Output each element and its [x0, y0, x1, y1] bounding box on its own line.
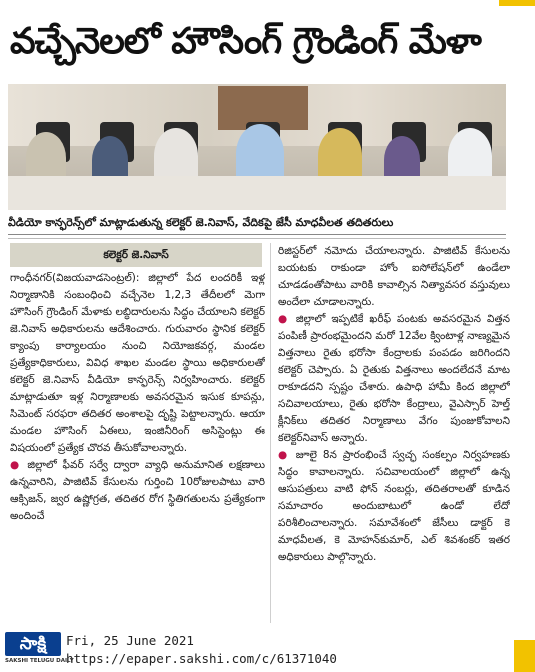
photo-caption: వీడియో కాన్ఫరెన్స్‌లో మాట్లాడుతున్న కలెక్టర్ జె.నివాస్, వేదికపై జేసీ మాధవీలత తదితరులు: [8, 216, 394, 229]
byline-box: కలెక్టర్ జె.నివాస్: [10, 243, 262, 267]
logo-wordmark: సాక్షి: [5, 632, 61, 656]
logo-subtitle: SAKSHI TELUGU DAILY: [5, 658, 74, 664]
paragraph: [278, 311, 510, 447]
epaper-link[interactable]: https://epaper.sakshi.com/c/61371040: [66, 651, 337, 666]
photo-person: [236, 124, 284, 184]
paragraph: [278, 447, 510, 566]
bullet-icon: ●: [10, 459, 22, 471]
paragraph-text: జిల్లాలో ఫీవర్ సర్వే ద్వారా వ్యాధి అనుమానిత లక్షణాలు ఉన్నవారిని, పాజిటివ్ కేసులను గుర్తించి 10రోజులపాటు వారి ఆక్సిజన్, జ్వర ఉష్ణోగ్రత, తదితర రోగ స్థితిగతులను ప్రత్యేకంగా అందించే: [10, 459, 265, 522]
photo-table: [8, 176, 506, 210]
divider: [8, 234, 506, 235]
article-column-left: [10, 270, 265, 620]
news-photo: [8, 84, 506, 210]
paragraph-text: జిల్లాలో ఇప్పటికే ఖరీఫ్ పంటకు అవసరమైన విత్తన పంపిణీ ప్రారంభమైందని మరో 12వేల క్వింటాళ్ల నాణ్యమైన విత్తనాలు రైతు భరోసా కేంద్రాలకు పంపడం జరిగిందని కలెక్టర్ చెప్పారు. ఏ రైతుకు విత్తనాలు అందలేదనే మాట రాకూడదని స్పష్టం చేశారు. ఉపాధి హామీ కింద జిల్లాలో సచివాలయాలు, రైతు భరోసా కేంద్రాలు, వైఎస్సార్ హెల్త్ క్లీనిక్‌లు తదితర నిర్మాణాలు వేగం పుంజుకోవాలని కలెక్టర్‌నివాస్ అన్నారు.: [278, 313, 510, 444]
top-bar: [0, 0, 535, 8]
paragraph: [10, 457, 265, 525]
headline: వచ్చేనెలలో హౌసింగ్ గ్రౌండింగ్ మేళా: [10, 21, 481, 62]
footer-accent: [514, 640, 535, 672]
bullet-icon: ●: [278, 449, 290, 461]
top-accent: [499, 0, 535, 6]
paragraph-text: జూలై 8న ప్రారంభించే స్వచ్ఛ సంకల్పం నిర్వహణకు సిద్ధం కావాలన్నారు. సచివాలయంలో జిల్లాలో ఉన్న ఆసుపత్రులు వాటి ఫోన్ నంబర్లు, తదితరాలతో కూడిన సమాచారం అందుబాటులో ఉండో లేదో పరిశీలించాలన్నారు. సమావేశంలో జేసీలు డాక్టర్ కె మాధవీలత, కె మోహన్‌కుమార్, ఎల్ శివశంకర్ ఇతర అధికారులు పాల్గొన్నారు.: [278, 449, 510, 563]
edition-date: Fri, 25 June 2021: [66, 633, 194, 648]
paragraph: రిజిస్టర్‌లో నమోదు చేయాలన్నారు. పాజిటివ్ కేసులను బయటకు రాకుండా హోం ఐసోలేషన్‌లో ఉండేలా చూడడంతోపాటు వారికి కావాల్సిన నిత్యావసర వస్తువులు అందేలా చూడాలన్నారు.: [278, 245, 510, 308]
column-divider: [270, 243, 271, 623]
sakshi-logo: [5, 632, 74, 666]
article-column-right: [278, 243, 510, 623]
bullet-icon: ●: [278, 313, 290, 325]
divider: [8, 238, 506, 239]
paragraph: గాంధీనగర్(విజయవాడసెంట్రల్): జిల్లాలో పేద లందరికీ ఇళ్ల నిర్మాణానికి సంబంధించి వచ్చేనెల 1,2,3 తేదీలలో మెగా హౌసింగ్ గ్రౌండింగ్ మేళాకు లబ్ధిదారులను సిద్ధం చేయాలని కలెక్టర్ జె.నివాస్ అధికారులను ఆదేశించారు. గురువారం స్థానిక కలెక్టర్ క్యాంపు కార్యాలయం నుంచి నియోజకవర్గ, మండల ప్రత్యేకాధికారులు, వివిధ శాఖల మండల స్థాయి అధికారులతో కలెక్టర్ జె.నివాస్ వీడియో కాన్ఫరెన్స్ నిర్వహించారు. కలెక్టర్ మాట్లాడుతూ ఇళ్ల నిర్మాణాలకు అవసరమైన ఇసుక కూపన్లు, సిమెంట్ సరఫరా తదితర అంశాలపై దృష్టి పెట్టాలన్నారు. ఆయా మండల హౌసింగ్ ఏఈలు, ఇంజినీరింగ్ అసిస్టెంట్లు ఈ విషయంలో ప్రత్యేక చొరవ తీసుకోవాలన్నారు.: [10, 272, 265, 454]
